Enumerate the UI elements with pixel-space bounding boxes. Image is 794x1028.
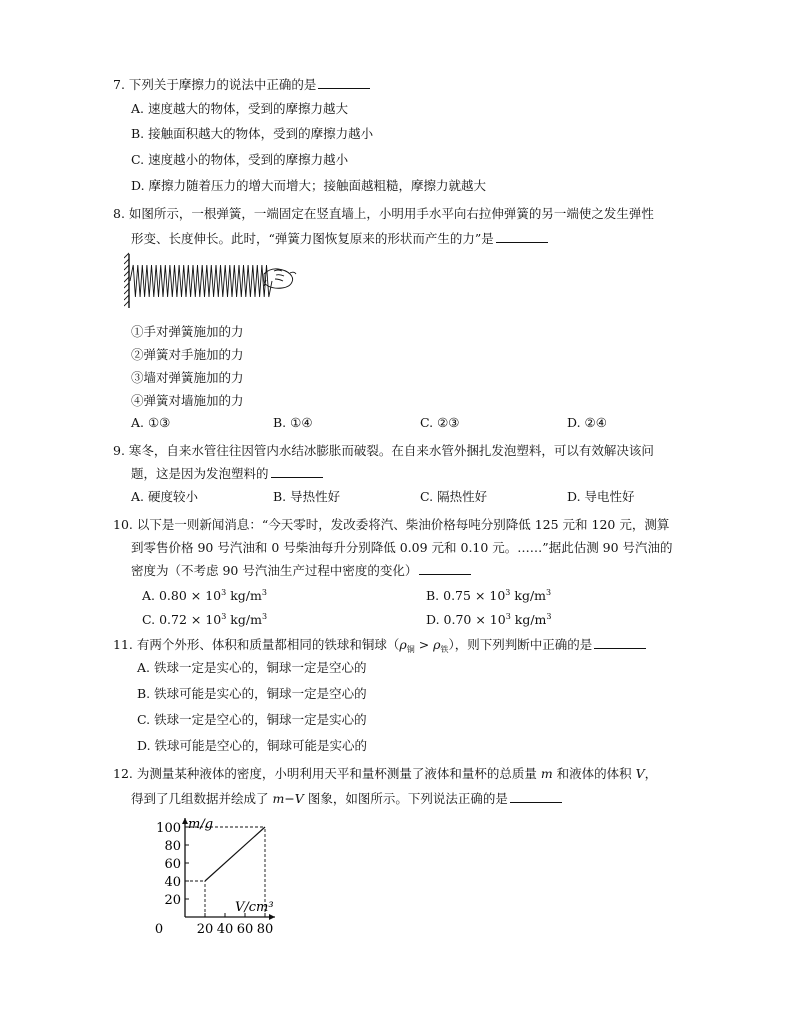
q9-option-c[interactable]: C. 隔热性好 bbox=[420, 489, 488, 504]
q10-stem-line3: 密度为（不考虑 90 号汽油生产过程中密度的变化） bbox=[131, 563, 471, 579]
x-tick-label: 40 bbox=[216, 922, 234, 934]
q10-option-b[interactable]: B. $0.75 \times 10^3$ $kg/m^3$ bbox=[426, 588, 552, 603]
q8-option-d[interactable]: D. ②④ bbox=[567, 415, 607, 430]
q8-item-2: ②弹簧对手施加的力 bbox=[131, 347, 244, 362]
q8-stem-line2: 形变、长度伸长。此时，“弹簧力图恢复原来的形状而产生的力”是 bbox=[131, 231, 548, 247]
q9-stem-line1: 9. 寒冬，自来水管往往因管内水结冰膨胀而破裂。在自来水管外捆扎发泡塑料，可以有效解决该问 bbox=[113, 443, 654, 458]
q10-option-c[interactable]: C. $0.72 \times 10^3$ $kg/m^3$ bbox=[142, 612, 268, 627]
answer-blank[interactable] bbox=[419, 563, 471, 575]
q7-option-a[interactable]: A. 速度越大的物体，受到的摩擦力越大 bbox=[131, 101, 348, 116]
q8-option-a[interactable]: A. ①③ bbox=[131, 415, 171, 430]
q8-option-b[interactable]: B. ①④ bbox=[273, 415, 313, 430]
q8-item-4: ④弹簧对墙施加的力 bbox=[131, 393, 244, 408]
hand-icon bbox=[264, 269, 296, 288]
wall-hatching bbox=[124, 253, 129, 306]
x-axis-label: V/cm³ bbox=[235, 900, 274, 915]
q8-item-3: ③墙对弹簧施加的力 bbox=[131, 370, 244, 385]
q11-option-a[interactable]: A. 铁球一定是实心的，铜球一定是空心的 bbox=[137, 660, 367, 675]
answer-blank[interactable] bbox=[318, 77, 370, 89]
y-axis-label: m/g bbox=[188, 817, 214, 832]
series-line bbox=[205, 827, 265, 881]
q9-stem-line2: 题，这是因为发泡塑料的 bbox=[131, 466, 323, 482]
y-tick-label: 60 bbox=[164, 857, 181, 872]
answer-blank[interactable] bbox=[510, 791, 562, 803]
q10-option-a[interactable]: A. $0.80 \times 10^3$ $kg/m^3$ bbox=[142, 588, 267, 603]
answer-blank[interactable] bbox=[271, 466, 323, 478]
q9-option-d[interactable]: D. 导电性好 bbox=[567, 489, 635, 504]
spring-coil bbox=[130, 265, 272, 297]
x-tick-label: 60 bbox=[236, 922, 254, 934]
q8-item-1: ①手对弹簧施加的力 bbox=[131, 324, 244, 339]
x-tick-label: 80 bbox=[256, 922, 274, 934]
q12-stem-line2: 得到了几组数据并绘成了 m−V 图象，如图所示。下列说法正确的是 bbox=[131, 791, 562, 807]
q12-stem-line1: 12. 为测量某种液体的密度，小明利用天平和量杯测量了液体和量杯的总质量 m 和液体的体积 V， bbox=[113, 766, 658, 781]
q8-option-c[interactable]: C. ②③ bbox=[420, 415, 460, 430]
y-tick-label: 20 bbox=[164, 893, 181, 908]
q9-option-b[interactable]: B. 导热性好 bbox=[273, 489, 341, 504]
q7-option-d[interactable]: D. 摩擦力随着压力的增大而增大；接触面越粗糙，摩擦力就越大 bbox=[131, 178, 487, 193]
y-tick-label: 100 bbox=[156, 821, 181, 836]
q7-option-b[interactable]: B. 接触面积越大的物体，受到的摩擦力越小 bbox=[131, 126, 374, 141]
x-tick-label: 20 bbox=[196, 922, 214, 934]
q7-option-c[interactable]: C. 速度越小的物体，受到的摩擦力越小 bbox=[131, 152, 349, 167]
y-tick-label: 80 bbox=[164, 839, 181, 854]
q11-stem: 11. 有两个外形、体积和质量都相同的铁球和铜球$(\rho_铜 > \rho_铁)$，则下列判断中正确的是 bbox=[113, 637, 646, 658]
q9-option-a[interactable]: A. 硬度较小 bbox=[131, 489, 198, 504]
q11-option-d[interactable]: D. 铁球可能是空心的，铜球可能是实心的 bbox=[137, 738, 368, 753]
q7-stem: 7. 下列关于摩擦力的说法中正确的是 bbox=[113, 77, 370, 93]
x-tick-label: 0 bbox=[154, 922, 164, 934]
answer-blank[interactable] bbox=[594, 637, 646, 649]
q10-option-d[interactable]: D. $0.70 \times 10^3$ $kg/m^3$ bbox=[426, 612, 552, 627]
q11-option-b[interactable]: B. 铁球可能是实心的，铜球一定是空心的 bbox=[137, 686, 367, 701]
q11-option-c[interactable]: C. 铁球一定是空心的，铜球一定是实心的 bbox=[137, 712, 367, 727]
q10-stem-line1: 10. 以下是一则新闻消息：“今天零时，发改委将汽、柴油价格每吨分别降低 125 元和 120 元，测算 bbox=[113, 517, 670, 532]
y-tick-label: 40 bbox=[164, 875, 181, 890]
q8-stem-line1: 8. 如图所示，一根弹簧，一端固定在竖直墙上，小明用手水平向右拉伸弹簧的另一端使之发生弹性 bbox=[113, 206, 654, 221]
m-v-graph bbox=[135, 806, 355, 934]
answer-blank[interactable] bbox=[496, 231, 548, 243]
spring-wall-hand-figure bbox=[124, 250, 300, 312]
q10-stem-line2: 到零售价格 90 号汽油和 0 号柴油每升分别降低 0.09 元和 0.10 元。……”据此估测 90 号汽油的 bbox=[131, 540, 673, 555]
